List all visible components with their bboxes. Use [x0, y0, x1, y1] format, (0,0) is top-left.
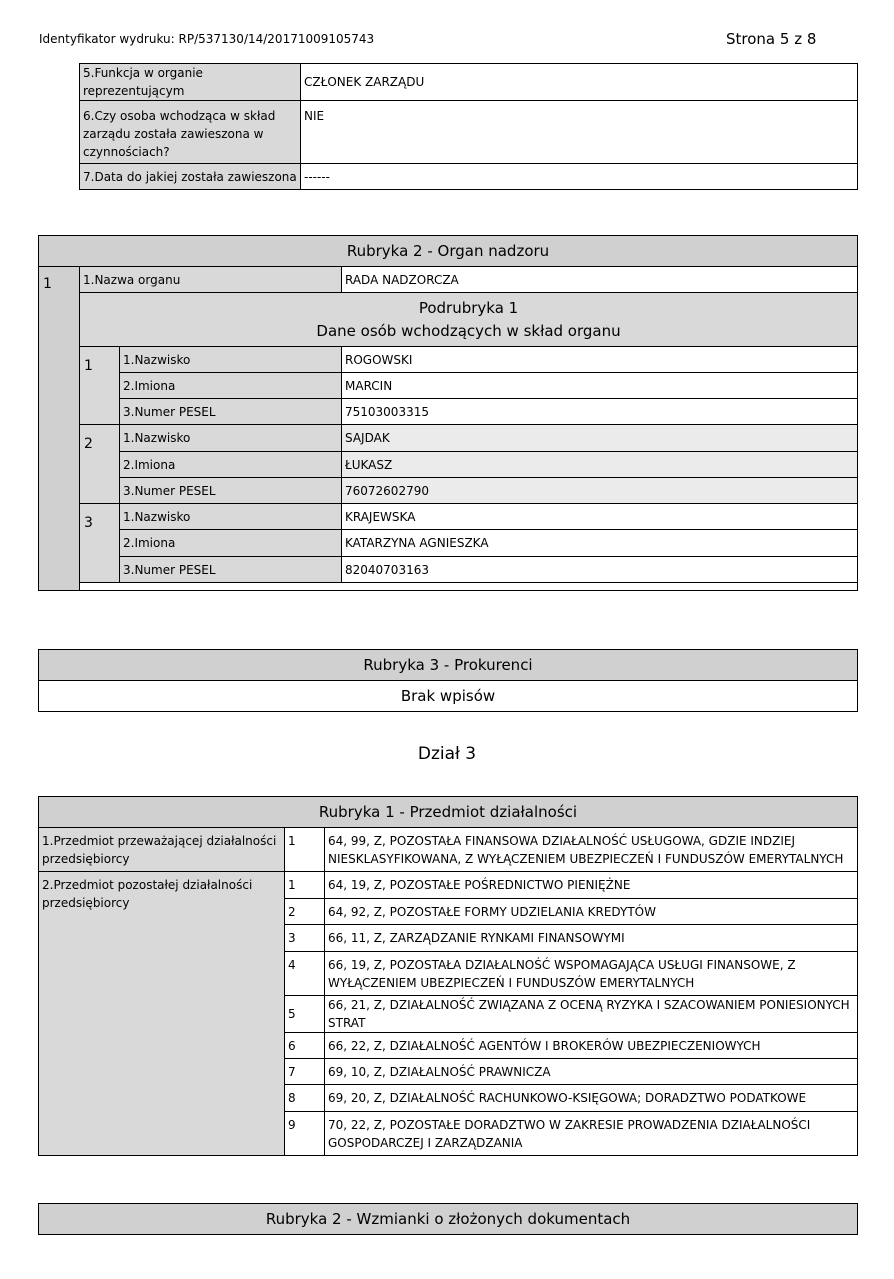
section-title: Rubryka 2 - Wzmianki o złożonych dokumentach: [39, 1204, 858, 1235]
activity-text: 64, 99, Z, POZOSTAŁA FINANSOWA DZIAŁALNOŚĆ USŁUGOWA, GDZIE INDZIEJ NIESKLASYFIKOWANA, Z WYŁĄCZENIEM UBEZPIECZEŃ I FUNDUSZÓW EMERYTALNYCH: [325, 828, 858, 872]
field-label: 1.Nazwa organu: [80, 267, 342, 293]
item-number: 9: [285, 1112, 325, 1156]
field-label: 1.Przedmiot przeważającej działalności przedsiębiorcy: [39, 828, 285, 872]
field-label: 3.Numer PESEL: [120, 478, 342, 504]
page-number: Strona 5 z 8: [726, 30, 817, 48]
item-number: 2: [285, 899, 325, 925]
supervisory-body-table: [38, 235, 858, 591]
field-label: 2.Imiona: [120, 530, 342, 557]
field-label: 2.Przedmiot pozostałej działalności przedsiębiorcy: [39, 872, 285, 1156]
division-title: Dział 3: [417, 744, 477, 764]
field-value: NIE: [301, 101, 858, 164]
item-number: 3: [285, 925, 325, 952]
activity-text: 66, 11, Z, ZARZĄDZANIE RYNKAMI FINANSOWYMI: [325, 925, 858, 952]
field-label: 1.Nazwisko: [120, 347, 342, 373]
print-identifier: Identyfikator wydruku: RP/537130/14/20171009105743: [39, 32, 375, 46]
field-label: 5.Funkcja w organie reprezentującym: [80, 64, 301, 101]
field-value: ------: [301, 164, 858, 190]
section-title: Rubryka 2 - Organ nadzoru: [39, 236, 858, 267]
item-number: 8: [285, 1085, 325, 1112]
field-value: SAJDAK: [342, 425, 858, 452]
table-footer-spacer: [80, 583, 858, 591]
field-label: 1.Nazwisko: [120, 504, 342, 530]
person-index: 1: [80, 347, 120, 425]
activity-text: 70, 22, Z, POZOSTAŁE DORADZTWO W ZAKRESIE PROWADZENIA DZIAŁALNOŚCI GOSPODARCZEJ I ZARZĄDZANIA: [325, 1112, 858, 1156]
field-label: 2.Imiona: [120, 373, 342, 399]
field-value: ROGOWSKI: [342, 347, 858, 373]
entry-index: 1: [39, 267, 80, 591]
field-value: CZŁONEK ZARZĄDU: [301, 64, 858, 101]
field-value: ŁUKASZ: [342, 452, 858, 478]
activity-text: 64, 92, Z, POZOSTAŁE FORMY UDZIELANIA KREDYTÓW: [325, 899, 858, 925]
item-number: 4: [285, 952, 325, 996]
board-continuation-table: [79, 63, 858, 190]
field-value: RADA NADZORCZA: [342, 267, 858, 293]
field-label: 1.Nazwisko: [120, 425, 342, 452]
field-value: 82040703163: [342, 557, 858, 583]
subsection-title-line2: Dane osób wchodzących w skład organu: [316, 321, 621, 340]
section-title: Rubryka 1 - Przedmiot działalności: [39, 797, 858, 828]
field-label: 7.Data do jakiej została zawieszona: [80, 164, 301, 190]
field-label: 6.Czy osoba wchodząca w skład zarządu została zawieszona w czynnościach?: [80, 101, 301, 164]
field-value: MARCIN: [342, 373, 858, 399]
field-label: 2.Imiona: [120, 452, 342, 478]
proxies-table: [38, 649, 858, 712]
activity-text: 66, 19, Z, POZOSTAŁA DZIAŁALNOŚĆ WSPOMAGAJĄCA USŁUGI FINANSOWE, Z WYŁĄCZENIEM UBEZPIECZEŃ I FUNDUSZÓW EMERYTALNYCH: [325, 952, 858, 996]
subsection-title-line1: Podrubryka 1: [418, 298, 519, 317]
item-number: 5: [285, 996, 325, 1033]
field-label: 3.Numer PESEL: [120, 399, 342, 425]
section-title: Rubryka 3 - Prokurenci: [39, 650, 858, 681]
activity-text: 69, 20, Z, DZIAŁALNOŚĆ RACHUNKOWO-KSIĘGOWA; DORADZTWO PODATKOWE: [325, 1085, 858, 1112]
field-value: KATARZYNA AGNIESZKA: [342, 530, 858, 557]
field-value: 76072602790: [342, 478, 858, 504]
activity-text: 64, 19, Z, POZOSTAŁE POŚREDNICTWO PIENIĘŻNE: [325, 872, 858, 899]
person-index: 3: [80, 504, 120, 583]
documents-table: [38, 1203, 858, 1235]
item-number: 1: [285, 828, 325, 872]
person-index: 2: [80, 425, 120, 504]
activity-text: 66, 22, Z, DZIAŁALNOŚĆ AGENTÓW I BROKERÓW UBEZPIECZENIOWYCH: [325, 1033, 858, 1059]
activity-text: 66, 21, Z, DZIAŁALNOŚĆ ZWIĄZANA Z OCENĄ RYZYKA I SZACOWANIEM PONIESIONYCH STRAT: [325, 996, 858, 1033]
item-number: 7: [285, 1059, 325, 1085]
business-activity-table: [38, 796, 858, 1156]
item-number: 1: [285, 872, 325, 899]
activity-text: 69, 10, Z, DZIAŁALNOŚĆ PRAWNICZA: [325, 1059, 858, 1085]
field-value: 75103003315: [342, 399, 858, 425]
subsection-title: [80, 293, 858, 347]
field-label: 3.Numer PESEL: [120, 557, 342, 583]
item-number: 6: [285, 1033, 325, 1059]
no-entries-text: Brak wpisów: [39, 681, 858, 712]
field-value: KRAJEWSKA: [342, 504, 858, 530]
